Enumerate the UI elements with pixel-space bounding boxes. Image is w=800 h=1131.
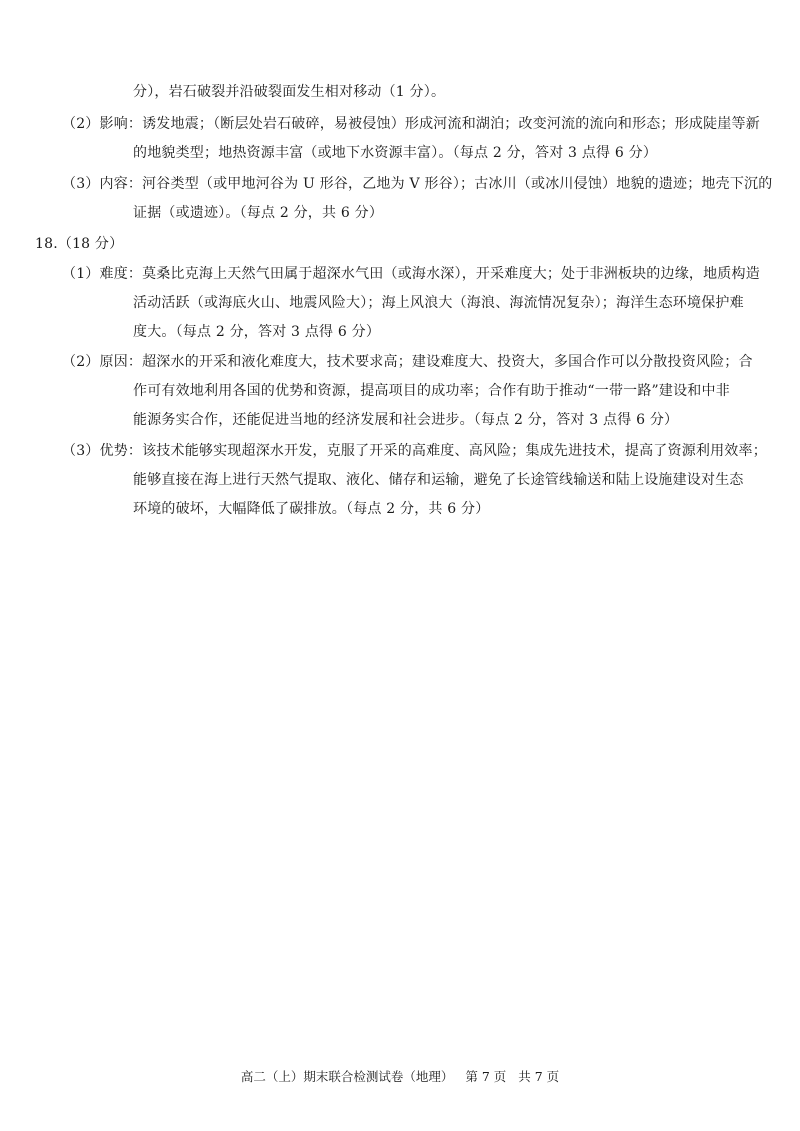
q18-part3-line1: （3）优势：该技术能够实现超深水开发，克服了开采的高难度、高风险；集成先进技术，提高了资源利用效率； (62, 443, 767, 459)
footer-page-number: 第 7 页 (465, 1069, 507, 1084)
q17-part2-line2: 的地貌类型；地热资源丰富（或地下水资源丰富）。（每点 2 分，答对 3 点得 6 分） (133, 145, 658, 161)
footer-exam-title: 高二（上）期末联合检测试卷（地理） (240, 1069, 454, 1084)
q18-part3-line2: 能够直接在海上进行天然气提取、液化、储存和运输，避免了长途管线输送和陆上设施建设对生态 (133, 472, 744, 488)
q17-part2-line1: （2）影响：诱发地震；（断层处岩石破碎，易被侵蚀）形成河流和湖泊；改变河流的流向和形态；形成陡崖等新 (62, 116, 760, 132)
q18-heading: 18.（18 分） (35, 236, 124, 252)
footer-total-pages: 共 7 页 (518, 1069, 560, 1084)
q18-part1-line3: 度大。（每点 2 分，答对 3 点得 6 分） (133, 324, 381, 340)
q18-part2-line1: （2）原因：超深水的开采和液化难度大，技术要求高；建设难度大、投资大，多国合作可以分散投资风险；合 (62, 354, 753, 370)
q18-part2-line2: 作可有效地利用各国的优势和资源，提高项目的成功率；合作有助于推动“一带一路”建设和中非 (133, 383, 730, 399)
q17-part3-line2: 证据（或遗迹）。（每点 2 分，共 6 分） (133, 205, 384, 221)
q18-part2-line3: 能源务实合作，还能促进当地的经济发展和社会进步。（每点 2 分，答对 3 点得 6 分） (133, 412, 679, 428)
q17-continuation-line: 分），岩石破裂并沿破裂面发生相对移动（1 分）。 (133, 84, 446, 100)
page-footer (0, 1068, 800, 1086)
q18-part1-line2: 活动活跃（或海底火山、地震风险大）；海上风浪大（海浪、海流情况复杂）；海洋生态环境保护难 (133, 295, 744, 311)
q18-part1-line1: （1）难度：莫桑比克海上天然气田属于超深水气田（或海水深），开采难度大；处于非洲板块的边缘，地质构造 (62, 266, 760, 282)
q18-part3-line3: 环境的破坏，大幅降低了碳排放。（每点 2 分，共 6 分） (133, 501, 490, 517)
q17-part3-line1: （3）内容：河谷类型（或甲地河谷为 U 形谷，乙地为 V 形谷）；古冰川（或冰川侵蚀）地貌的遗迹；地壳下沉的 (62, 176, 773, 192)
